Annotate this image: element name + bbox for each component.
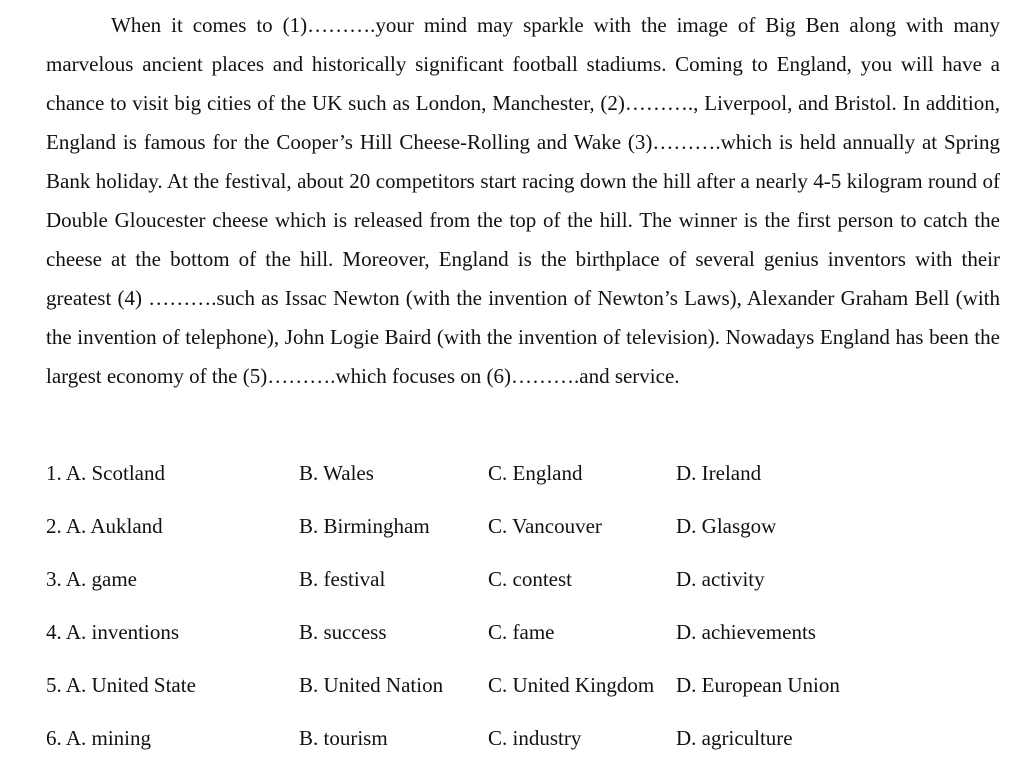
question-row-2	[46, 500, 996, 553]
option-a: 1. A. Scotland	[46, 461, 165, 485]
option-c: C. contest	[488, 567, 572, 591]
option-d: D. activity	[676, 567, 765, 591]
option-b: B. tourism	[299, 726, 388, 750]
option-b: B. United Nation	[299, 673, 444, 697]
option-a: 3. A. game	[46, 567, 137, 591]
answer-options	[46, 447, 996, 765]
option-d: D. Ireland	[676, 461, 762, 485]
option-a: 2. A. Aukland	[46, 514, 163, 538]
question-row-3	[46, 553, 996, 606]
option-c: C. England	[488, 461, 583, 485]
option-a: 5. A. United State	[46, 673, 196, 697]
option-a: 4. A. inventions	[46, 620, 180, 644]
option-d: D. Glasgow	[676, 514, 777, 538]
option-d: D. achievements	[676, 620, 816, 644]
reading-passage: When it comes to (1)……….your mind may sparkle with the image of Big Ben along with many marvelous ancient places and historically significant football stadiums. Coming to England, you will have a chance to visit big cities of the UK such as London, Manchester, (2)………., Liverpool, and Bristol. In addition, England is famous for the Cooper’s Hill Cheese-Rolling and Wake (3)……….which is held annually at Spring Bank holiday. At the festival, about 20 competitors start racing down the hill after a nearly 4-5 kilogram round of Double Gloucester cheese which is released from the top of the hill. The winner is the first person to catch the cheese at the bottom of the hill. Moreover, England is the birthplace of several genius inventors with their greatest (4) ……….such as Issac Newton (with the invention of Newton’s Laws), Alexander Graham Bell (with the invention of telephone), John Logie Baird (with the invention of television). Nowadays England has been the largest economy of the (5)……….which focuses on (6)……….and service.	[46, 13, 1000, 388]
option-b: B. festival	[299, 567, 386, 591]
question-row-1	[46, 447, 996, 500]
option-a: 6. A. mining	[46, 726, 152, 750]
option-b: B. success	[299, 620, 387, 644]
option-c: C. fame	[488, 620, 555, 644]
option-d: D. European Union	[676, 673, 840, 697]
option-c: C. United Kingdom	[488, 673, 655, 697]
question-row-6	[46, 712, 996, 765]
question-row-5	[46, 659, 996, 712]
question-row-4	[46, 606, 996, 659]
option-c: C. Vancouver	[488, 514, 602, 538]
option-b: B. Birmingham	[299, 514, 430, 538]
option-d: D. agriculture	[676, 726, 793, 750]
option-c: C. industry	[488, 726, 582, 750]
option-b: B. Wales	[299, 461, 374, 485]
